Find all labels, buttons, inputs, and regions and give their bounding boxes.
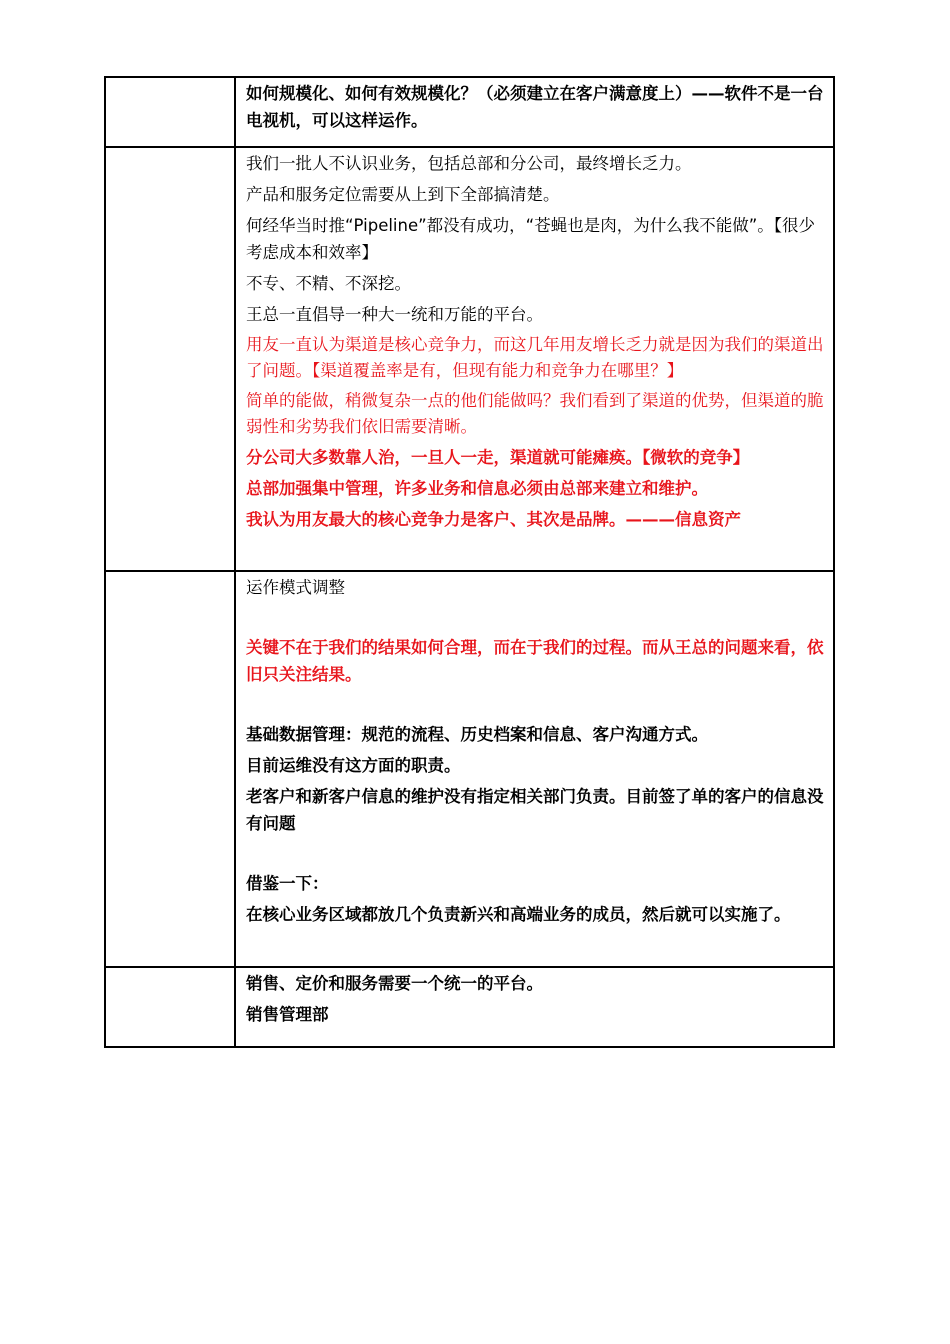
- paragraph-highlight: 用友一直认为渠道是核心竞争力，而这几年用友增长乏力就是因为我们的渠道出了问题。【渠道覆盖率是有，但现有能力和竞争力在哪里？】: [246, 335, 824, 380]
- paragraph: 王总一直倡导一种大一统和万能的平台。: [246, 305, 543, 324]
- spacer: [246, 605, 827, 634]
- paragraph: 不专、不精、不深挖。: [246, 274, 411, 293]
- spacer: [246, 841, 827, 870]
- row-label-cell: [105, 967, 235, 1047]
- paragraph-highlight: 简单的能做，稍微复杂一点的他们能做吗？我们看到了渠道的优势，但渠道的脆弱性和劣势我们依旧需要清晰。: [246, 391, 824, 436]
- paragraph: 何经华当时推“Pipeline”都没有成功，“苍蝇也是肉，为什么我不能做”。【很少考虑成本和效率】: [246, 216, 816, 262]
- paragraph: 在核心业务区域都放几个负责新兴和高端业务的成员，然后就可以实施了。: [246, 905, 791, 924]
- notes-table: [104, 76, 835, 1048]
- row-content-cell: [235, 967, 834, 1047]
- row-content-cell: [235, 77, 834, 147]
- paragraph: 我们一批人不认识业务，包括总部和分公司，最终增长乏力。: [246, 154, 692, 173]
- paragraph: 销售管理部: [246, 1005, 329, 1024]
- spacer: [246, 692, 827, 721]
- row-label-cell: [105, 147, 235, 571]
- table-row: [105, 967, 834, 1047]
- paragraph-highlight: 我认为用友最大的核心竞争力是客户、其次是品牌。———信息资产: [246, 510, 741, 529]
- paragraph: 如何规模化、如何有效规模化？（必须建立在客户满意度上）——软件不是一台电视机，可以这样运作。: [246, 84, 824, 130]
- section-heading: 运作模式调整: [246, 578, 345, 597]
- paragraph: 产品和服务定位需要从上到下全部搞清楚。: [246, 185, 560, 204]
- table-row: [105, 571, 834, 967]
- paragraph-highlight: 关键不在于我们的结果如何合理，而在于我们的过程。而从王总的问题来看，依旧只关注结果。: [246, 638, 824, 684]
- row-content-cell: [235, 571, 834, 967]
- paragraph-highlight: 分公司大多数靠人治，一旦人一走，渠道就可能瘫痪。【微软的竞争】: [246, 448, 750, 467]
- paragraph: 借鉴一下：: [246, 874, 329, 893]
- row-label-cell: [105, 77, 235, 147]
- table-row: [105, 147, 834, 571]
- paragraph: 销售、定价和服务需要一个统一的平台。: [246, 974, 543, 993]
- row-label-cell: [105, 571, 235, 967]
- paragraph: 基础数据管理：规范的流程、历史档案和信息、客户沟通方式。: [246, 725, 708, 744]
- row-content-cell: [235, 147, 834, 571]
- table-row: [105, 77, 834, 147]
- paragraph-highlight: 总部加强集中管理，许多业务和信息必须由总部来建立和维护。: [246, 479, 708, 498]
- paragraph: 老客户和新客户信息的维护没有指定相关部门负责。目前签了单的客户的信息没有问题: [246, 787, 824, 833]
- paragraph: 目前运维没有这方面的职责。: [246, 756, 461, 775]
